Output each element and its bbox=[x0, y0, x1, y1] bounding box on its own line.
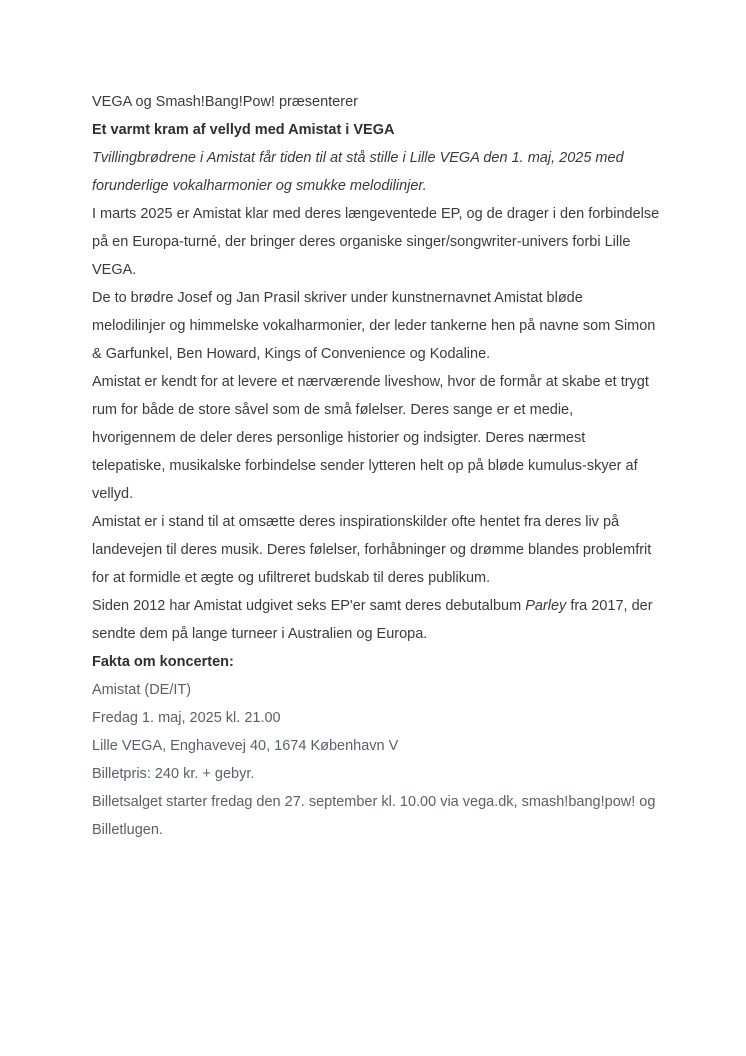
album-paragraph-post: fra 2017, der sendte dem på lange turneer i Australien og Europa. bbox=[92, 598, 653, 642]
fact-artist: Amistat (DE/IT) bbox=[92, 682, 192, 698]
paragraph: Amistat er i stand til at omsætte deres inspirationskilder ofte hentet fra deres liv på landevejen til deres musik. Deres følelser, forhåbninger og drømme blandes problemfrit for at formidle et ægte og ufiltreret budskab til deres publikum. bbox=[92, 514, 652, 586]
document-subtitle: Tvillingbrødrene i Amistat får tiden til at stå stille i Lille VEGA den 1. maj, 2025 med forunderlige vokalharmonier og smukke melodilinjer. bbox=[92, 150, 624, 194]
document-title: Et varmt kram af vellyd med Amistat i VEGA bbox=[92, 122, 395, 138]
fact-ticket-sale: Billetsalget starter fredag den 27. september kl. 10.00 via vega.dk, smash!bang!pow! og Billetlugen. bbox=[92, 794, 656, 838]
fact-venue: Lille VEGA, Enghavevej 40, 1674 København V bbox=[92, 738, 399, 754]
fact-date: Fredag 1. maj, 2025 kl. 21.00 bbox=[92, 710, 281, 726]
paragraph: De to brødre Josef og Jan Prasil skriver under kunstnernavnet Amistat bløde melodilinjer og himmelske vokalharmonier, der leder tankerne hen på navne som Simon & Garfunkel, Ben Howard, Kings of Convenience og Kodaline. bbox=[92, 290, 656, 362]
facts-heading: Fakta om koncerten: bbox=[92, 654, 234, 670]
fact-price: Billetpris: 240 kr. + gebyr. bbox=[92, 766, 255, 782]
album-title: Parley bbox=[525, 598, 567, 614]
paragraph-album bbox=[92, 592, 660, 648]
album-paragraph-pre: Siden 2012 har Amistat udgivet seks EP'er samt deres debutalbum bbox=[92, 598, 526, 614]
paragraph: I marts 2025 er Amistat klar med deres længeventede EP, og de drager i den forbindelse på en Europa-turné, der bringer deres organiske singer/songwriter-univers forbi Lille VEGA. bbox=[92, 206, 660, 278]
presenter-line: VEGA og Smash!Bang!Pow! præsenterer bbox=[92, 94, 358, 110]
paragraph: Amistat er kendt for at levere et nærværende liveshow, hvor de formår at skabe et trygt rum for både de store såvel som de små følelser. Deres sange er et medie, hvorigennem de deler deres personlige historier og indsigter. Deres nærmest telepatiske, musikalske forbindelse sender lytteren helt op på bløde kumulus-skyer af vellyd. bbox=[92, 374, 649, 502]
